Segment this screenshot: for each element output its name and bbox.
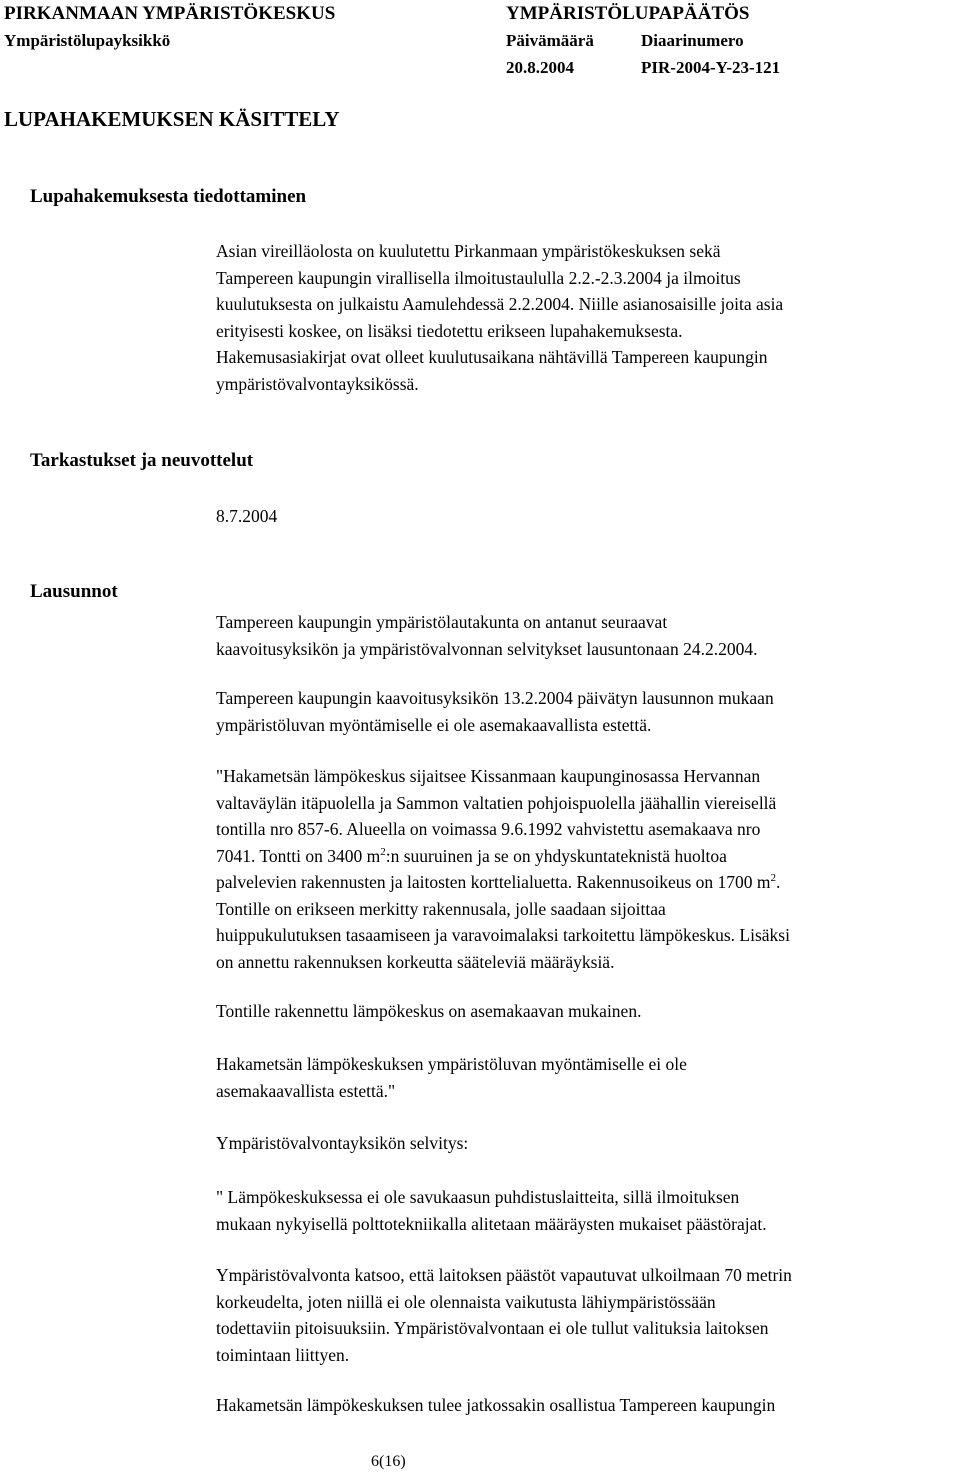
env-unit-heading <box>216 1130 958 1157</box>
text-line: asemakaavallista estettä." <box>216 1080 396 1101</box>
text-line: " Lämpökeskuksessa ei ole savukaasun puhdistuslaitteita, sillä ilmoituksen <box>216 1187 740 1207</box>
document-type: YMPÄRISTÖLUPAPÄÄTÖS <box>506 3 750 24</box>
text-line: kaavoitusyksikön ja ympäristövalvonnan selvitykset lausuntonaan 24.2.2004. <box>216 638 758 659</box>
continuation-paragraph <box>216 1392 958 1419</box>
text-line: erityisesti koskee, on lisäksi tiedotettu erikseen lupahakemuksesta. <box>216 320 683 341</box>
conclusion-paragraph <box>216 1051 958 1104</box>
text-line: Hakametsän lämpökeskuksen tulee jatkossakin osallistua Tampereen kaupungin <box>216 1395 776 1415</box>
unit-name: Ympäristölupayksikkö <box>4 31 171 50</box>
text-line: on annettu rakennuksen korkeutta sääteleviä määräyksiä. <box>216 951 615 972</box>
env-quote-paragraph <box>216 1184 958 1237</box>
text-line: Tampereen kaupungin ympäristölautakunta on antanut seuraavat <box>216 612 668 632</box>
text-line: 8.7.2004 <box>216 506 278 526</box>
text-line: mukaan nykyisellä polttotekniikalla alitetaan määräysten mukaiset päästörajat. <box>216 1213 767 1234</box>
text-line: tontilla nro 857-6. Alueella on voimassa 9.6.1992 vahvistettu asemakaava nro <box>216 819 761 839</box>
text-line: Ympäristövalvontayksikön selvitys: <box>216 1133 469 1153</box>
text-line: valtaväylän itäpuolella ja Sammon valtatien pohjoispuolella jäähallin viereisellä <box>216 792 777 813</box>
text-line: Ympäristövalvonta katsoo, että laitoksen päästöt vapautuvat ulkoilmaan 70 metrin <box>216 1265 792 1285</box>
notification-paragraph <box>216 238 958 397</box>
section-title: LUPAHAKEMUKSEN KÄSITTELY <box>4 107 340 131</box>
text-line <box>216 869 958 896</box>
organization-name: PIRKANMAAN YMPÄRISTÖKESKUS <box>4 3 336 24</box>
text-line: ympäristövalvontayksikössä. <box>216 373 419 394</box>
statements-intro-paragraph <box>216 609 958 662</box>
text-line <box>216 843 958 870</box>
superscript: 2 <box>770 872 777 884</box>
statements-heading: Lausunnot <box>30 581 118 602</box>
text-line: Hakametsän lämpökeskuksen ympäristöluvan myöntämiselle ei ole <box>216 1054 687 1074</box>
text-line: kuulutuksesta on julkaistu Aamulehdessä 2.2.2004. Niille asianosaisille joita asia <box>216 294 784 314</box>
text-line: Hakemusasiakirjat ovat olleet kuulutusaikana nähtävillä Tampereen kaupungin <box>216 347 768 367</box>
text-line: huippukulutuksen tasaamiseen ja varavoimalaksi tarkoitettu lämpökeskus. Lisäksi <box>216 925 790 945</box>
text-line: ympäristöluvan myöntämiselle ei ole asemakaavallista estettä. <box>216 714 652 735</box>
text-line: "Hakametsän lämpökeskus sijaitsee Kissanmaan kaupunginosassa Hervannan <box>216 766 761 786</box>
text-line: Tontille rakennettu lämpökeskus on asemakaavan mukainen. <box>216 1001 642 1021</box>
text-fragment: palvelevien rakennusten ja laitosten korttelialuetta. Rakennusoikeus on 1700 m <box>216 872 771 892</box>
inspections-heading: Tarkastukset ja neuvottelut <box>30 450 254 471</box>
superscript: 2 <box>380 845 386 858</box>
page-number: 6(16) <box>371 1453 406 1470</box>
inspection-date <box>216 503 958 530</box>
env-assessment-paragraph <box>216 1262 958 1368</box>
plan-conformity-paragraph <box>216 998 958 1025</box>
text-line: Asian vireilläolosta on kuulutettu Pirkanmaan ympäristökeskuksen sekä <box>216 241 721 261</box>
text-fragment: :n suuruinen ja se on yhdyskuntateknistä huoltoa <box>385 845 727 866</box>
text-line: Tontille on erikseen merkitty rakennusala, jolle saadaan sijoittaa <box>216 898 666 919</box>
text-fragment: 7041. Tontti on 3400 m <box>216 845 381 866</box>
text-line: todettaviin pitoisuuksiin. Ympäristövalvontaan ei ole tullut valituksia laitoksen <box>216 1318 769 1338</box>
text-line: Tampereen kaupungin virallisella ilmoitustaululla 2.2.-2.3.2004 ja ilmoitus <box>216 267 741 288</box>
text-line: toimintaan liittyen. <box>216 1344 350 1365</box>
diary-number: PIR-2004-Y-23-121 <box>641 58 781 77</box>
diary-number-label: Diaarinumero <box>641 31 744 50</box>
notification-heading: Lupahakemuksesta tiedottaminen <box>30 186 307 207</box>
text-line: korkeudelta, joten niillä ei ole olennaista vaikutusta lähiympäristössään <box>216 1291 716 1312</box>
text-fragment: . <box>776 872 781 892</box>
site-description-paragraph <box>216 763 958 975</box>
decision-date: 20.8.2004 <box>506 58 574 77</box>
planning-unit-paragraph <box>216 685 958 738</box>
text-line: Tampereen kaupungin kaavoitusyksikön 13.2.2004 päivätyn lausunnon mukaan <box>216 688 774 708</box>
date-label: Päivämäärä <box>506 31 594 50</box>
